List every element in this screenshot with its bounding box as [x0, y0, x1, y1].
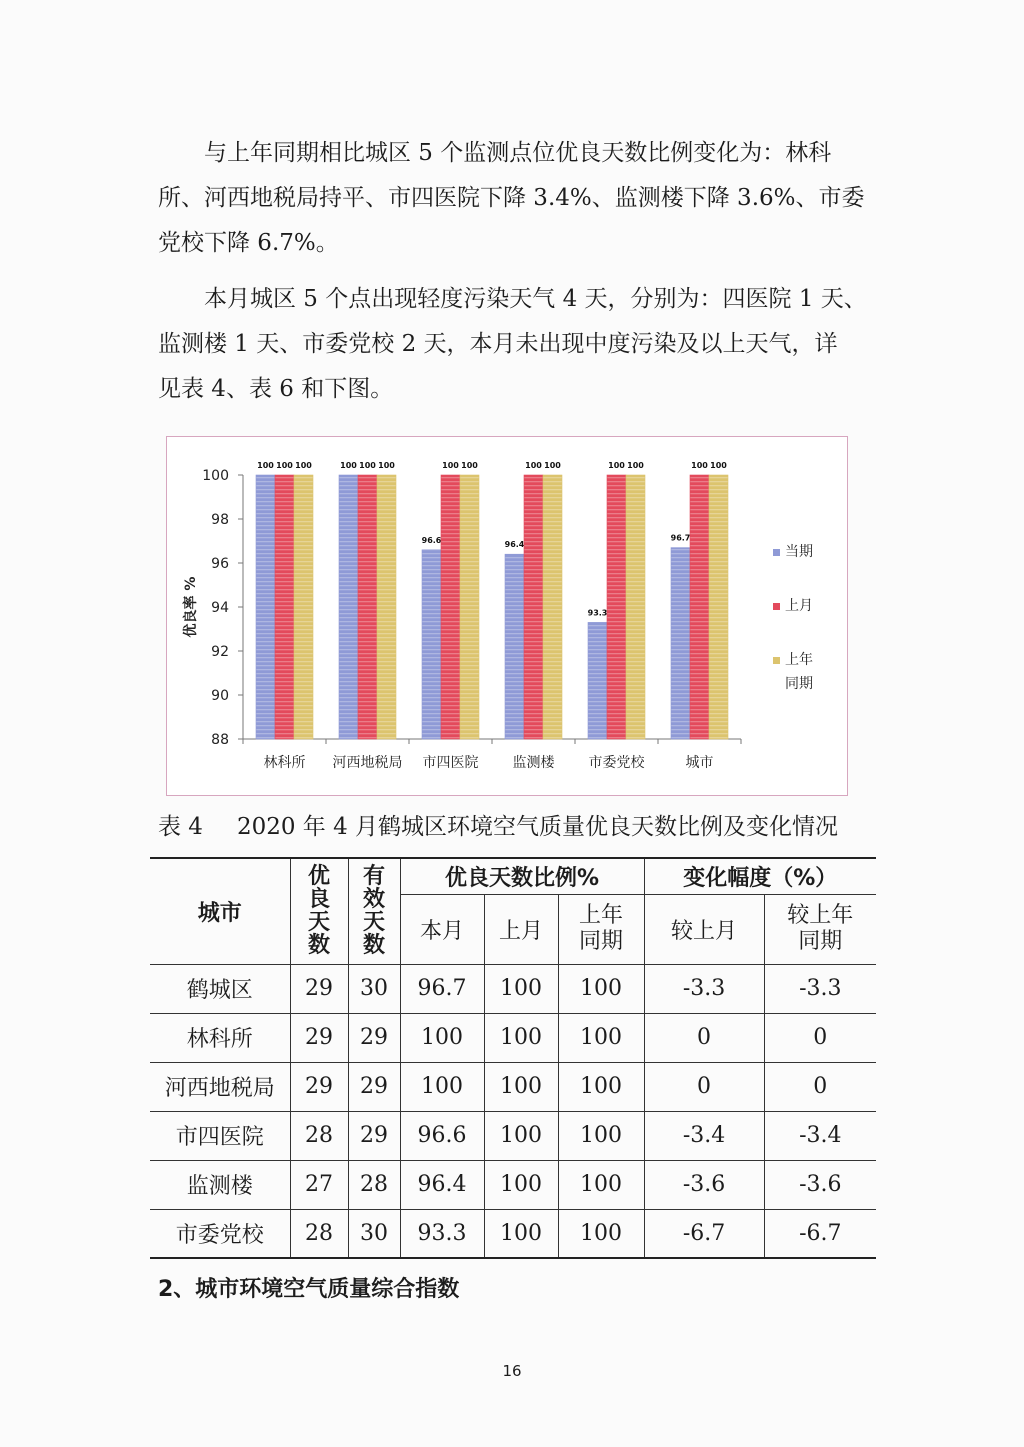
cell-good-days: 29	[290, 1062, 348, 1111]
cell-vs-last-month: 0	[644, 1013, 764, 1062]
air-quality-table	[150, 857, 876, 1259]
data-label: 96.6	[421, 535, 442, 545]
legend-label: 上年	[785, 652, 813, 668]
header-line: 同期	[798, 929, 843, 954]
table-row	[150, 1111, 876, 1160]
bar-当期	[256, 475, 275, 739]
table-row	[150, 1209, 876, 1258]
cell-valid-days: 29	[348, 1062, 400, 1111]
paragraph-line: 所、河西地税局持平、市四医院下降 3.4%、监测楼下降 3.6%、市委	[158, 185, 865, 211]
x-tick-label: 河西地税局	[332, 755, 403, 771]
paragraph-pollution-days	[158, 277, 878, 412]
data-label: 100	[525, 461, 542, 470]
y-tick-label: 100	[202, 468, 229, 484]
y-tick-label: 92	[211, 644, 229, 660]
cell-vs-last-year: -3.6	[764, 1160, 876, 1209]
paragraph-line: 见表 4、表 6 和下图。	[158, 376, 394, 402]
bar-上年同期	[460, 475, 479, 739]
cell-this-month: 96.7	[400, 964, 484, 1013]
cell-this-month: 96.6	[400, 1111, 484, 1160]
cell-last-year: 100	[558, 1062, 644, 1111]
table-caption-number: 表 4	[158, 814, 203, 840]
x-tick-label: 林科所	[263, 755, 306, 771]
cell-vs-last-year: 0	[764, 1062, 876, 1111]
header-char: 良	[307, 886, 330, 912]
data-label: 100	[295, 461, 312, 470]
cell-last-year: 100	[558, 1160, 644, 1209]
data-label: 100	[710, 461, 727, 470]
paragraph-comparison	[158, 131, 878, 266]
paragraph-line: 监测楼 1 天、市委党校 2 天，本月未出现中度污染及以上天气，详	[158, 331, 838, 357]
cell-vs-last-month: -3.3	[644, 964, 764, 1013]
y-axis-title: 优良率 %	[183, 576, 199, 638]
legend-label: 当期	[785, 544, 813, 560]
cell-vs-last-year: -3.3	[764, 964, 876, 1013]
header-line: 较上年	[787, 903, 854, 928]
cell-vs-last-year: 0	[764, 1013, 876, 1062]
table-row	[150, 1160, 876, 1209]
cell-last-year: 100	[558, 1013, 644, 1062]
y-tick-label: 98	[211, 512, 229, 528]
y-tick-label: 90	[211, 688, 229, 704]
section-heading: 2、城市环境空气质量综合指数	[158, 1277, 460, 1302]
cell-last-month: 100	[484, 1013, 558, 1062]
legend-swatch	[773, 657, 780, 664]
x-tick-label: 监测楼	[512, 755, 555, 771]
bar-当期	[339, 475, 358, 739]
header-last-year	[558, 894, 644, 964]
legend-swatch	[773, 603, 780, 610]
bar-上年同期	[377, 475, 396, 739]
cell-this-month: 93.3	[400, 1209, 484, 1258]
bar-上月	[524, 475, 543, 739]
x-tick-label: 市委党校	[588, 755, 645, 771]
header-char: 有	[362, 863, 385, 889]
data-label: 93.3	[587, 608, 608, 618]
table-caption-title: 2020 年 4 月鹤城区环境空气质量优良天数比例及变化情况	[236, 814, 839, 840]
header-city: 城市	[150, 858, 290, 964]
legend-label: 上月	[785, 598, 813, 614]
y-tick-label: 94	[211, 600, 229, 616]
data-label: 100	[608, 461, 625, 470]
header-vs-last-month: 较上月	[644, 894, 764, 964]
y-tick-label: 88	[211, 732, 229, 748]
cell-valid-days: 29	[348, 1013, 400, 1062]
header-change-group: 变化幅度（%）	[644, 858, 876, 894]
cell-last-year: 100	[558, 964, 644, 1013]
cell-this-month: 100	[400, 1013, 484, 1062]
cell-vs-last-month: -3.4	[644, 1111, 764, 1160]
cell-good-days: 28	[290, 1111, 348, 1160]
cell-city: 河西地税局	[150, 1062, 290, 1111]
header-ratio-group: 优良天数比例%	[400, 858, 644, 894]
bar-上月	[441, 475, 460, 739]
bar-上年同期	[294, 475, 313, 739]
table-header-row	[150, 858, 876, 894]
data-label: 96.7	[670, 533, 691, 543]
header-char: 天	[362, 909, 385, 935]
data-label: 100	[276, 461, 293, 470]
paragraph-line: 本月城区 5 个点出现轻度污染天气 4 天，分别为：四医院 1 天、	[158, 286, 867, 312]
bar-上月	[358, 475, 377, 739]
bar-当期	[505, 554, 524, 739]
cell-city: 市委党校	[150, 1209, 290, 1258]
bar-当期	[588, 622, 607, 739]
header-char: 数	[362, 932, 385, 958]
legend-label: 同期	[785, 676, 813, 692]
cell-good-days: 29	[290, 964, 348, 1013]
data-label: 100	[359, 461, 376, 470]
bar-上年同期	[543, 475, 562, 739]
cell-city: 监测楼	[150, 1160, 290, 1209]
data-label: 100	[461, 461, 478, 470]
cell-last-year: 100	[558, 1111, 644, 1160]
data-label: 100	[378, 461, 395, 470]
cell-valid-days: 30	[348, 964, 400, 1013]
cell-this-month: 100	[400, 1062, 484, 1111]
data-label: 96.4	[504, 540, 525, 550]
cell-city: 鹤城区	[150, 964, 290, 1013]
table-row	[150, 1013, 876, 1062]
cell-good-days: 29	[290, 1013, 348, 1062]
cell-good-days: 27	[290, 1160, 348, 1209]
cell-this-month: 96.4	[400, 1160, 484, 1209]
cell-last-month: 100	[484, 1209, 558, 1258]
cell-vs-last-month: -6.7	[644, 1209, 764, 1258]
cell-valid-days: 30	[348, 1209, 400, 1258]
bar-上月	[275, 475, 294, 739]
cell-valid-days: 29	[348, 1111, 400, 1160]
bar-上年同期	[626, 475, 645, 739]
cell-vs-last-month: -3.6	[644, 1160, 764, 1209]
x-tick-label: 市四医院	[422, 755, 479, 771]
air-quality-bar-chart	[166, 436, 848, 796]
cell-last-month: 100	[484, 1062, 558, 1111]
y-tick-label: 96	[211, 556, 229, 572]
header-char: 天	[307, 909, 330, 935]
bar-上月	[607, 475, 626, 739]
cell-vs-last-year: -3.4	[764, 1111, 876, 1160]
x-tick-label: 城市	[685, 755, 714, 771]
cell-valid-days: 28	[348, 1160, 400, 1209]
header-char: 效	[362, 886, 385, 912]
data-label: 100	[627, 461, 644, 470]
data-label: 100	[257, 461, 274, 470]
bar-上月	[690, 475, 709, 739]
data-label: 100	[340, 461, 357, 470]
chart-svg	[167, 437, 847, 795]
cell-last-month: 100	[484, 1111, 558, 1160]
data-label: 100	[544, 461, 561, 470]
header-line: 同期	[579, 929, 624, 954]
page-number: 16	[502, 1362, 522, 1380]
header-char: 优	[307, 863, 330, 889]
bar-当期	[671, 548, 690, 739]
bar-当期	[422, 550, 441, 739]
legend-swatch	[773, 549, 780, 556]
header-char: 数	[307, 932, 330, 958]
header-last-month: 上月	[484, 894, 558, 964]
data-label: 100	[691, 461, 708, 470]
cell-vs-last-month: 0	[644, 1062, 764, 1111]
table-caption	[158, 808, 838, 841]
cell-city: 市四医院	[150, 1111, 290, 1160]
paragraph-line: 党校下降 6.7%。	[158, 230, 339, 256]
header-good-days	[290, 858, 348, 964]
bar-上年同期	[709, 475, 728, 739]
cell-last-month: 100	[484, 1160, 558, 1209]
header-line: 上年	[579, 903, 624, 928]
cell-good-days: 28	[290, 1209, 348, 1258]
header-vs-last-year	[764, 894, 876, 964]
header-this-month: 本月	[400, 894, 484, 964]
paragraph-line: 与上年同期相比城区 5 个监测点位优良天数比例变化为：林科	[158, 140, 832, 166]
table-row	[150, 1062, 876, 1111]
table-row	[150, 964, 876, 1013]
cell-vs-last-year: -6.7	[764, 1209, 876, 1258]
cell-last-year: 100	[558, 1209, 644, 1258]
header-valid-days	[348, 858, 400, 964]
cell-last-month: 100	[484, 964, 558, 1013]
cell-city: 林科所	[150, 1013, 290, 1062]
data-label: 100	[442, 461, 459, 470]
